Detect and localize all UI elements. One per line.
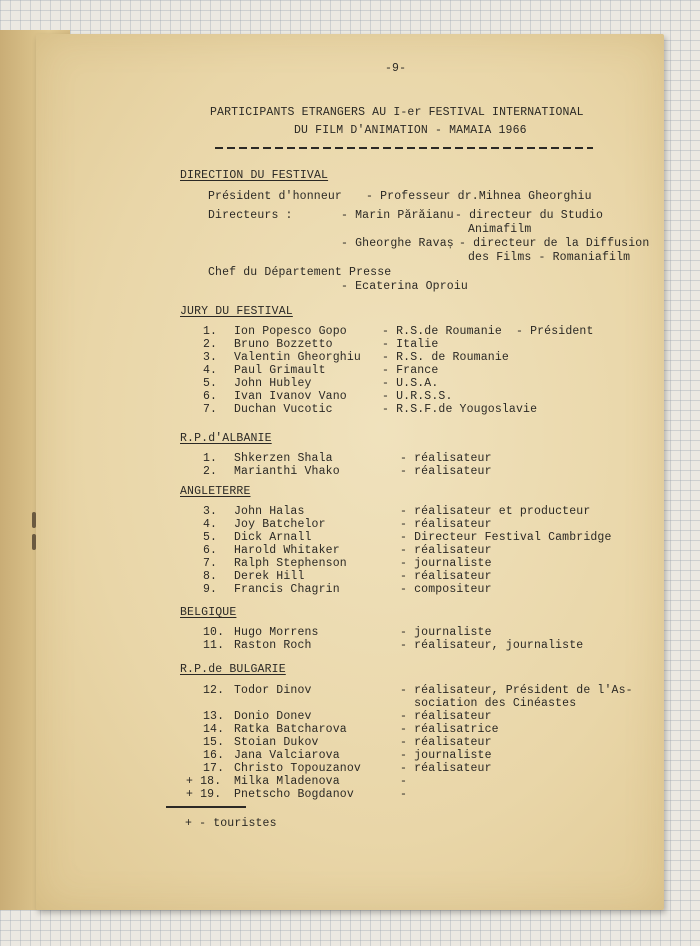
bulgarie-row-number: 16. xyxy=(203,749,225,762)
bulgarie-row-name: Milka Mladenova xyxy=(234,775,340,788)
jury-row-country: - R.S.de Roumanie - Président xyxy=(382,325,594,338)
jury-row-name: John Hubley xyxy=(234,377,312,390)
bulgarie-row-number: 14. xyxy=(203,723,225,736)
angleterre-row-name: John Halas xyxy=(234,505,305,518)
chef-label: Chef du Département Presse xyxy=(208,266,392,279)
president-value: - Professeur dr.Mihnea Gheorghiu xyxy=(366,190,592,203)
director-1-name: - Marin Părăianu xyxy=(341,209,454,222)
angleterre-row-number: 6. xyxy=(203,544,218,557)
heading-belgique: BELGIQUE xyxy=(180,606,237,619)
belgique-row-name: Hugo Morrens xyxy=(234,626,319,639)
angleterre-row-name: Joy Batchelor xyxy=(234,518,326,531)
bulgarie-row-name: Todor Dinov xyxy=(234,684,312,697)
jury-row-name: Bruno Bozzetto xyxy=(234,338,333,351)
heading-jury: JURY DU FESTIVAL xyxy=(180,305,293,318)
title-dashed-rule xyxy=(215,147,593,149)
belgique-row-name: Raston Roch xyxy=(234,639,312,652)
director-2-role: - directeur de la Diffusion xyxy=(459,237,650,250)
bulgarie-row-role: - xyxy=(400,788,408,801)
staple-top xyxy=(32,512,36,528)
bulgarie-row-role: - xyxy=(400,775,408,788)
angleterre-row-name: Francis Chagrin xyxy=(234,583,340,596)
page-number: -9- xyxy=(385,62,407,75)
bulgarie-row-role: - réalisateur xyxy=(400,736,492,749)
angleterre-row-role: - Directeur Festival Cambridge xyxy=(400,531,612,544)
bulgarie-row-name: Donio Donev xyxy=(234,710,312,723)
directeurs-label: Directeurs : xyxy=(208,209,293,222)
jury-row-country: - U.S.A. xyxy=(382,377,439,390)
bulgarie-row-number: + 18. xyxy=(186,775,222,788)
document-page xyxy=(36,34,664,910)
angleterre-row-name: Derek Hill xyxy=(234,570,305,583)
jury-row-number: 5. xyxy=(203,377,218,390)
jury-row-name: Duchan Vucotic xyxy=(234,403,333,416)
angleterre-row-role: - compositeur xyxy=(400,583,492,596)
bulgarie-row-number: 17. xyxy=(203,762,225,775)
heading-angleterre: ANGLETERRE xyxy=(180,485,251,498)
director-2-name: - Gheorghe Ravaș xyxy=(341,237,454,250)
chef-value: - Ecaterina Oproiu xyxy=(341,280,468,293)
director-1-role-cont: Animafilm xyxy=(468,223,532,236)
jury-row-number: 6. xyxy=(203,390,218,403)
albanie-row-role: - réalisateur xyxy=(400,465,492,478)
bulgarie-row-role: sociation des Cinéastes xyxy=(400,697,577,710)
title-line-2: DU FILM D'ANIMATION - MAMAIA 1966 xyxy=(294,124,527,137)
angleterre-row-name: Ralph Stephenson xyxy=(234,557,347,570)
bulgarie-row-role: - réalisateur, Président de l'As- xyxy=(400,684,633,697)
bulgarie-row-role: - réalisateur xyxy=(400,710,492,723)
belgique-row-role: - journaliste xyxy=(400,626,492,639)
belgique-row-role: - réalisateur, journaliste xyxy=(400,639,584,652)
albanie-row-number: 2. xyxy=(203,465,218,478)
bulgarie-row-role: - réalisateur xyxy=(400,762,492,775)
jury-row-name: Valentin Gheorghiu xyxy=(234,351,361,364)
staple-bottom xyxy=(32,534,36,550)
bulgarie-row-name: Jana Valciarova xyxy=(234,749,340,762)
angleterre-row-role: - réalisateur xyxy=(400,544,492,557)
angleterre-row-number: 5. xyxy=(203,531,218,544)
bulgarie-row-role: - journaliste xyxy=(400,749,492,762)
jury-row-name: Ion Popesco Gopo xyxy=(234,325,347,338)
director-1-role: - directeur du Studio xyxy=(455,209,604,222)
albanie-row-role: - réalisateur xyxy=(400,452,492,465)
angleterre-row-number: 9. xyxy=(203,583,218,596)
heading-albanie: R.P.d'ALBANIE xyxy=(180,432,272,445)
title-line-1: PARTICIPANTS ETRANGERS AU I-er FESTIVAL INTERNATIONAL xyxy=(210,106,584,119)
angleterre-row-role: - journaliste xyxy=(400,557,492,570)
jury-row-country: - France xyxy=(382,364,439,377)
jury-row-number: 7. xyxy=(203,403,218,416)
jury-row-country: - Italie xyxy=(382,338,439,351)
bulgarie-row-number: 13. xyxy=(203,710,225,723)
angleterre-row-role: - réalisateur xyxy=(400,570,492,583)
footnote-rule xyxy=(166,806,246,808)
jury-row-number: 1. xyxy=(203,325,218,338)
angleterre-row-number: 3. xyxy=(203,505,218,518)
jury-row-country: - R.S. de Roumanie xyxy=(382,351,509,364)
bulgarie-row-name: Pnetscho Bogdanov xyxy=(234,788,354,801)
belgique-row-number: 10. xyxy=(203,626,225,639)
albanie-row-name: Shkerzen Shala xyxy=(234,452,333,465)
jury-row-number: 3. xyxy=(203,351,218,364)
bulgarie-row-name: Christo Topouzanov xyxy=(234,762,361,775)
president-label: Président d'honneur xyxy=(208,190,342,203)
angleterre-row-number: 7. xyxy=(203,557,218,570)
heading-bulgarie: R.P.de BULGARIE xyxy=(180,663,286,676)
bulgarie-row-number: 15. xyxy=(203,736,225,749)
jury-row-name: Ivan Ivanov Vano xyxy=(234,390,347,403)
bulgarie-row-name: Ratka Batcharova xyxy=(234,723,347,736)
angleterre-row-number: 4. xyxy=(203,518,218,531)
albanie-row-number: 1. xyxy=(203,452,218,465)
angleterre-row-number: 8. xyxy=(203,570,218,583)
albanie-row-name: Marianthi Vhako xyxy=(234,465,340,478)
angleterre-row-name: Dick Arnall xyxy=(234,531,312,544)
angleterre-row-role: - réalisateur xyxy=(400,518,492,531)
footnote-text: + - touristes xyxy=(185,817,277,830)
jury-row-country: - U.R.S.S. xyxy=(382,390,453,403)
jury-row-number: 4. xyxy=(203,364,218,377)
bulgarie-row-number: 12. xyxy=(203,684,225,697)
jury-row-country: - R.S.F.de Yougoslavie xyxy=(382,403,538,416)
jury-row-number: 2. xyxy=(203,338,218,351)
bulgarie-row-name: Stoian Dukov xyxy=(234,736,319,749)
angleterre-row-role: - réalisateur et producteur xyxy=(400,505,591,518)
director-2-role-cont: des Films - Romaniafilm xyxy=(468,251,631,264)
bulgarie-row-role: - réalisatrice xyxy=(400,723,499,736)
belgique-row-number: 11. xyxy=(203,639,225,652)
angleterre-row-name: Harold Whitaker xyxy=(234,544,340,557)
heading-direction: DIRECTION DU FESTIVAL xyxy=(180,169,329,182)
bulgarie-row-number: + 19. xyxy=(186,788,222,801)
jury-row-name: Paul Grimault xyxy=(234,364,326,377)
